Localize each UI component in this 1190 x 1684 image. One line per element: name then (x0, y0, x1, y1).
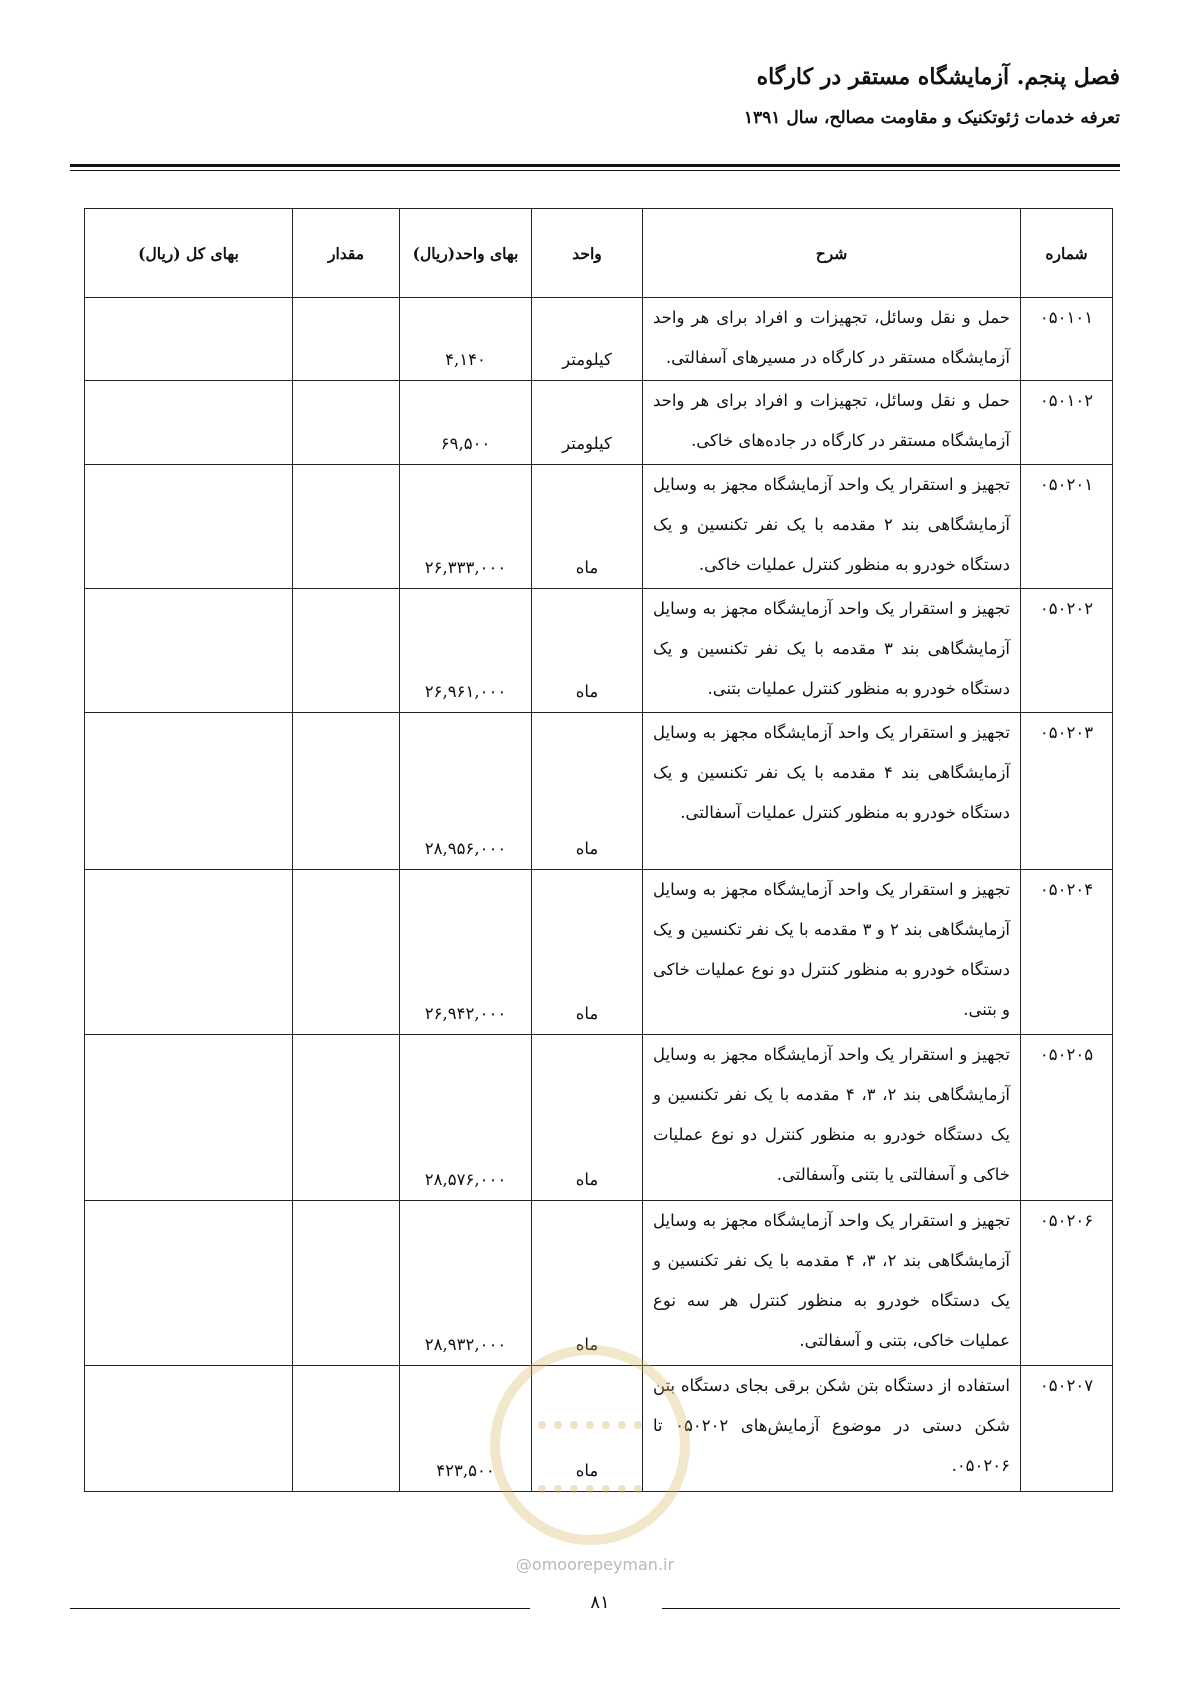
item-code: ۰۵۰۲۰۵ (1021, 1035, 1113, 1201)
table-row (85, 1366, 1113, 1492)
watermark-text: @omoorepeyman.ir (515, 1555, 675, 1574)
item-total-price (85, 589, 293, 713)
item-unit-price: ۲۸,۹۳۲,۰۰۰ (400, 1200, 532, 1366)
item-unit: ماه (532, 1035, 643, 1201)
column-header-code: شماره (1021, 209, 1113, 298)
item-total-price (85, 381, 293, 464)
item-description: استفاده از دستگاه بتن شکن برقی بجای دستگاه بتن شکن دستی در موضوع آزمایش‌های ۰۵۰۲۰۲ تا ۰۵۰۲۰۶. (643, 1366, 1021, 1492)
item-total-price (85, 298, 293, 381)
tariff-subtitle: تعرفه خدمات ژئوتکنیک و مقاومت مصالح، سال ۱۳۹۱ (743, 108, 1120, 128)
item-unit-price: ۴۲۳,۵۰۰ (400, 1366, 532, 1492)
item-quantity (293, 464, 400, 588)
item-unit-price: ۲۸,۹۵۶,۰۰۰ (400, 713, 532, 869)
item-code: ۰۵۰۱۰۲ (1021, 381, 1113, 464)
item-quantity (293, 1035, 400, 1201)
item-unit-price: ۴,۱۴۰ (400, 298, 532, 381)
item-description: تجهیز و استقرار یک واحد آزمایشگاه مجهز به وسایل آزمایشگاهی بند ۲ مقدمه با یک نفر تکنسین و یک دستگاه خودرو به منظور کنترل عملیات خاکی. (643, 464, 1021, 588)
item-unit: ماه (532, 869, 643, 1035)
item-description: حمل و نقل وسائل، تجهیزات و افراد برای هر واحد آزمایشگاه مستقر در کارگاه در مسیرهای آسفالتی. (643, 298, 1021, 381)
item-unit: کیلومتر (532, 381, 643, 464)
column-header-unit: واحد (532, 209, 643, 298)
item-description: تجهیز و استقرار یک واحد آزمایشگاه مجهز به وسایل آزمایشگاهی بند ۲ و ۳ مقدمه با یک نفر تکنسین و یک دستگاه خودرو به منظور کنترل دو نوع عملیات خاکی و بتنی. (643, 869, 1021, 1035)
item-total-price (85, 1366, 293, 1492)
item-total-price (85, 713, 293, 869)
item-description: تجهیز و استقرار یک واحد آزمایشگاه مجهز به وسایل آزمایشگاهی بند ۴ مقدمه با یک نفر تکنسین و یک دستگاه خودرو به منظور کنترل عملیات آسفالتی. (643, 713, 1021, 869)
item-unit: ماه (532, 589, 643, 713)
item-code: ۰۵۰۲۰۴ (1021, 869, 1113, 1035)
item-code: ۰۵۰۱۰۱ (1021, 298, 1113, 381)
item-total-price (85, 1035, 293, 1201)
item-total-price (85, 1200, 293, 1366)
item-code: ۰۵۰۲۰۲ (1021, 589, 1113, 713)
item-unit: ماه (532, 464, 643, 588)
column-header-unit-price: بهای واحد(ریال) (400, 209, 532, 298)
table-row (85, 464, 1113, 588)
item-code: ۰۵۰۲۰۱ (1021, 464, 1113, 588)
item-quantity (293, 713, 400, 869)
item-description: تجهیز و استقرار یک واحد آزمایشگاه مجهز به وسایل آزمایشگاهی بند ۲، ۳، ۴ مقدمه با یک نفر تکنسین و یک دستگاه خودرو به منظور کنترل هر سه نوع عملیات خاکی، بتنی و آسفالتی. (643, 1200, 1021, 1366)
item-unit: کیلومتر (532, 298, 643, 381)
chapter-title: فصل پنجم. آزمایشگاه مستقر در کارگاه (756, 64, 1120, 90)
item-unit-price: ۲۸,۵۷۶,۰۰۰ (400, 1035, 532, 1201)
table-row (85, 298, 1113, 381)
table-row (85, 713, 1113, 869)
table-row (85, 589, 1113, 713)
item-quantity (293, 1200, 400, 1366)
item-unit-price: ۲۶,۹۶۱,۰۰۰ (400, 589, 532, 713)
item-unit-price: ۲۶,۳۳۳,۰۰۰ (400, 464, 532, 588)
item-quantity (293, 869, 400, 1035)
page-header (70, 62, 1120, 132)
column-header-total-price: بهای کل (ریال) (85, 209, 293, 298)
item-quantity (293, 381, 400, 464)
table-row (85, 1200, 1113, 1366)
item-total-price (85, 869, 293, 1035)
footer-divider-left (70, 1608, 530, 1609)
item-quantity (293, 589, 400, 713)
column-header-quantity: مقدار (293, 209, 400, 298)
item-code: ۰۵۰۲۰۳ (1021, 713, 1113, 869)
header-divider-thick (70, 164, 1120, 167)
footer-divider-right (662, 1608, 1120, 1609)
table-header-row (85, 209, 1113, 298)
table-row (85, 381, 1113, 464)
item-unit: ماه (532, 1366, 643, 1492)
header-divider-thin (70, 170, 1120, 171)
page-number: ۸۱ (590, 1592, 610, 1613)
item-quantity (293, 298, 400, 381)
tariff-table (84, 208, 1113, 1492)
item-description: تجهیز و استقرار یک واحد آزمایشگاه مجهز به وسایل آزمایشگاهی بند ۳ مقدمه با یک نفر تکنسین و یک دستگاه خودرو به منظور کنترل عملیات بتنی. (643, 589, 1021, 713)
item-unit-price: ۲۶,۹۴۲,۰۰۰ (400, 869, 532, 1035)
item-unit-price: ۶۹,۵۰۰ (400, 381, 532, 464)
item-description: حمل و نقل وسائل، تجهیزات و افراد برای هر واحد آزمایشگاه مستقر در کارگاه در جاده‌های خاکی. (643, 381, 1021, 464)
item-unit: ماه (532, 1200, 643, 1366)
item-quantity (293, 1366, 400, 1492)
table-row (85, 869, 1113, 1035)
item-description: تجهیز و استقرار یک واحد آزمایشگاه مجهز به وسایل آزمایشگاهی بند ۲، ۳، ۴ مقدمه با یک نفر تکنسین و یک دستگاه خودرو به منظور کنترل دو نوع عملیات خاکی و آسفالتی یا بتنی وآسفالتی. (643, 1035, 1021, 1201)
item-total-price (85, 464, 293, 588)
item-unit: ماه (532, 713, 643, 869)
item-code: ۰۵۰۲۰۶ (1021, 1200, 1113, 1366)
column-header-description: شرح (643, 209, 1021, 298)
table-row (85, 1035, 1113, 1201)
item-code: ۰۵۰۲۰۷ (1021, 1366, 1113, 1492)
